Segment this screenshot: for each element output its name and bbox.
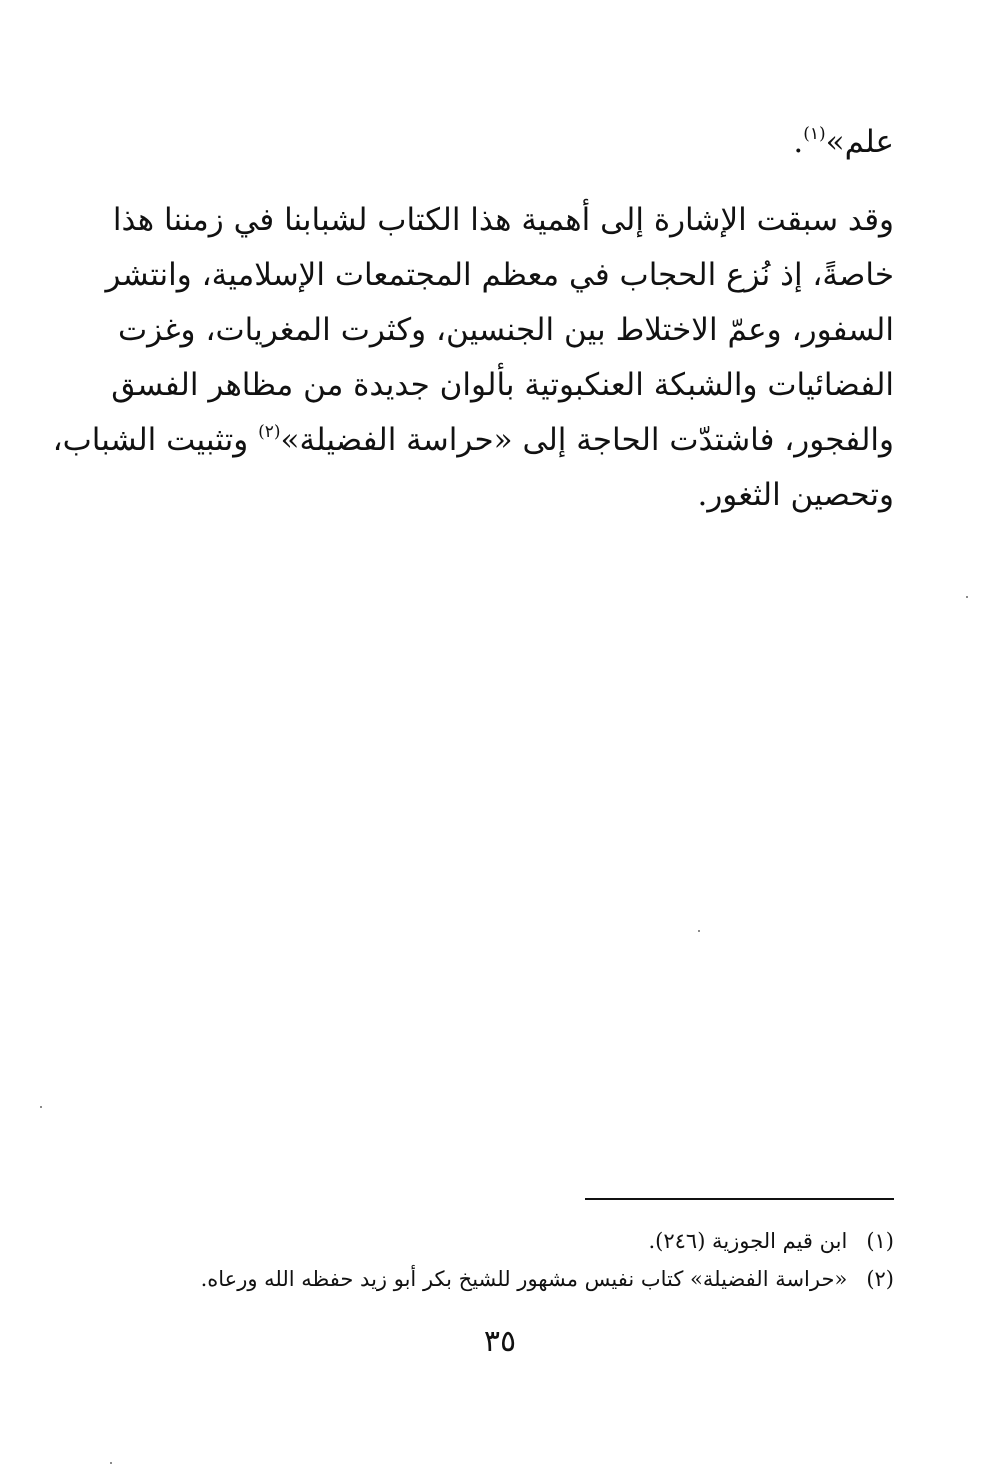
scan-speck bbox=[698, 930, 700, 932]
text-line bbox=[112, 193, 894, 248]
footnote-separator bbox=[585, 1198, 894, 1200]
text-line bbox=[118, 303, 894, 358]
page-number: ٣٥ bbox=[483, 1324, 517, 1359]
line-tail: وتثبيت الشباب، bbox=[52, 422, 259, 458]
line-tail: . bbox=[793, 124, 804, 160]
body-text bbox=[52, 115, 894, 523]
line-text: الفضائيات والشبكة العنكبوتية بألوان جديدة من مظاهر الفسق bbox=[111, 367, 894, 403]
line-text: السفور، وعمّ الاختلاط بين الجنسين، وكثرت المغريات، وغزت bbox=[118, 312, 894, 348]
footnote-number: (١) bbox=[866, 1229, 894, 1253]
footnote-text: ابن قيم الجوزية (٢٤٦). bbox=[648, 1229, 848, 1253]
line-text: علم» bbox=[825, 124, 894, 160]
line-text: وتحصين الثغور. bbox=[697, 477, 894, 513]
scan-speck bbox=[40, 1106, 42, 1108]
footnotes bbox=[150, 1222, 894, 1298]
text-line bbox=[118, 468, 894, 523]
line-text: والفجور، فاشتدّت الحاجة إلى «حراسة الفضيلة» bbox=[280, 422, 894, 458]
line-text: خاصةً، إذ نُزع الحجاب في معظم المجتمعات الإسلامية، وانتشر bbox=[105, 257, 894, 293]
text-line bbox=[118, 115, 894, 170]
footnote-item bbox=[150, 1260, 894, 1298]
footnote-ref: (٢) bbox=[258, 422, 281, 442]
scan-speck bbox=[110, 1462, 112, 1464]
line-text: وقد سبقت الإشارة إلى أهمية هذا الكتاب لشبابنا في زمننا هذا bbox=[112, 202, 894, 238]
footnote-number: (٢) bbox=[866, 1267, 894, 1291]
text-line bbox=[111, 358, 894, 413]
scan-speck bbox=[966, 596, 968, 598]
footnote-text: «حراسة الفضيلة» كتاب نفيس مشهور للشيخ بكر أبو زيد حفظه الله ورعاه. bbox=[200, 1267, 848, 1291]
footnote-item bbox=[150, 1222, 894, 1260]
text-line bbox=[52, 413, 894, 468]
text-line bbox=[105, 248, 894, 303]
footnote-ref: (١) bbox=[803, 124, 826, 144]
